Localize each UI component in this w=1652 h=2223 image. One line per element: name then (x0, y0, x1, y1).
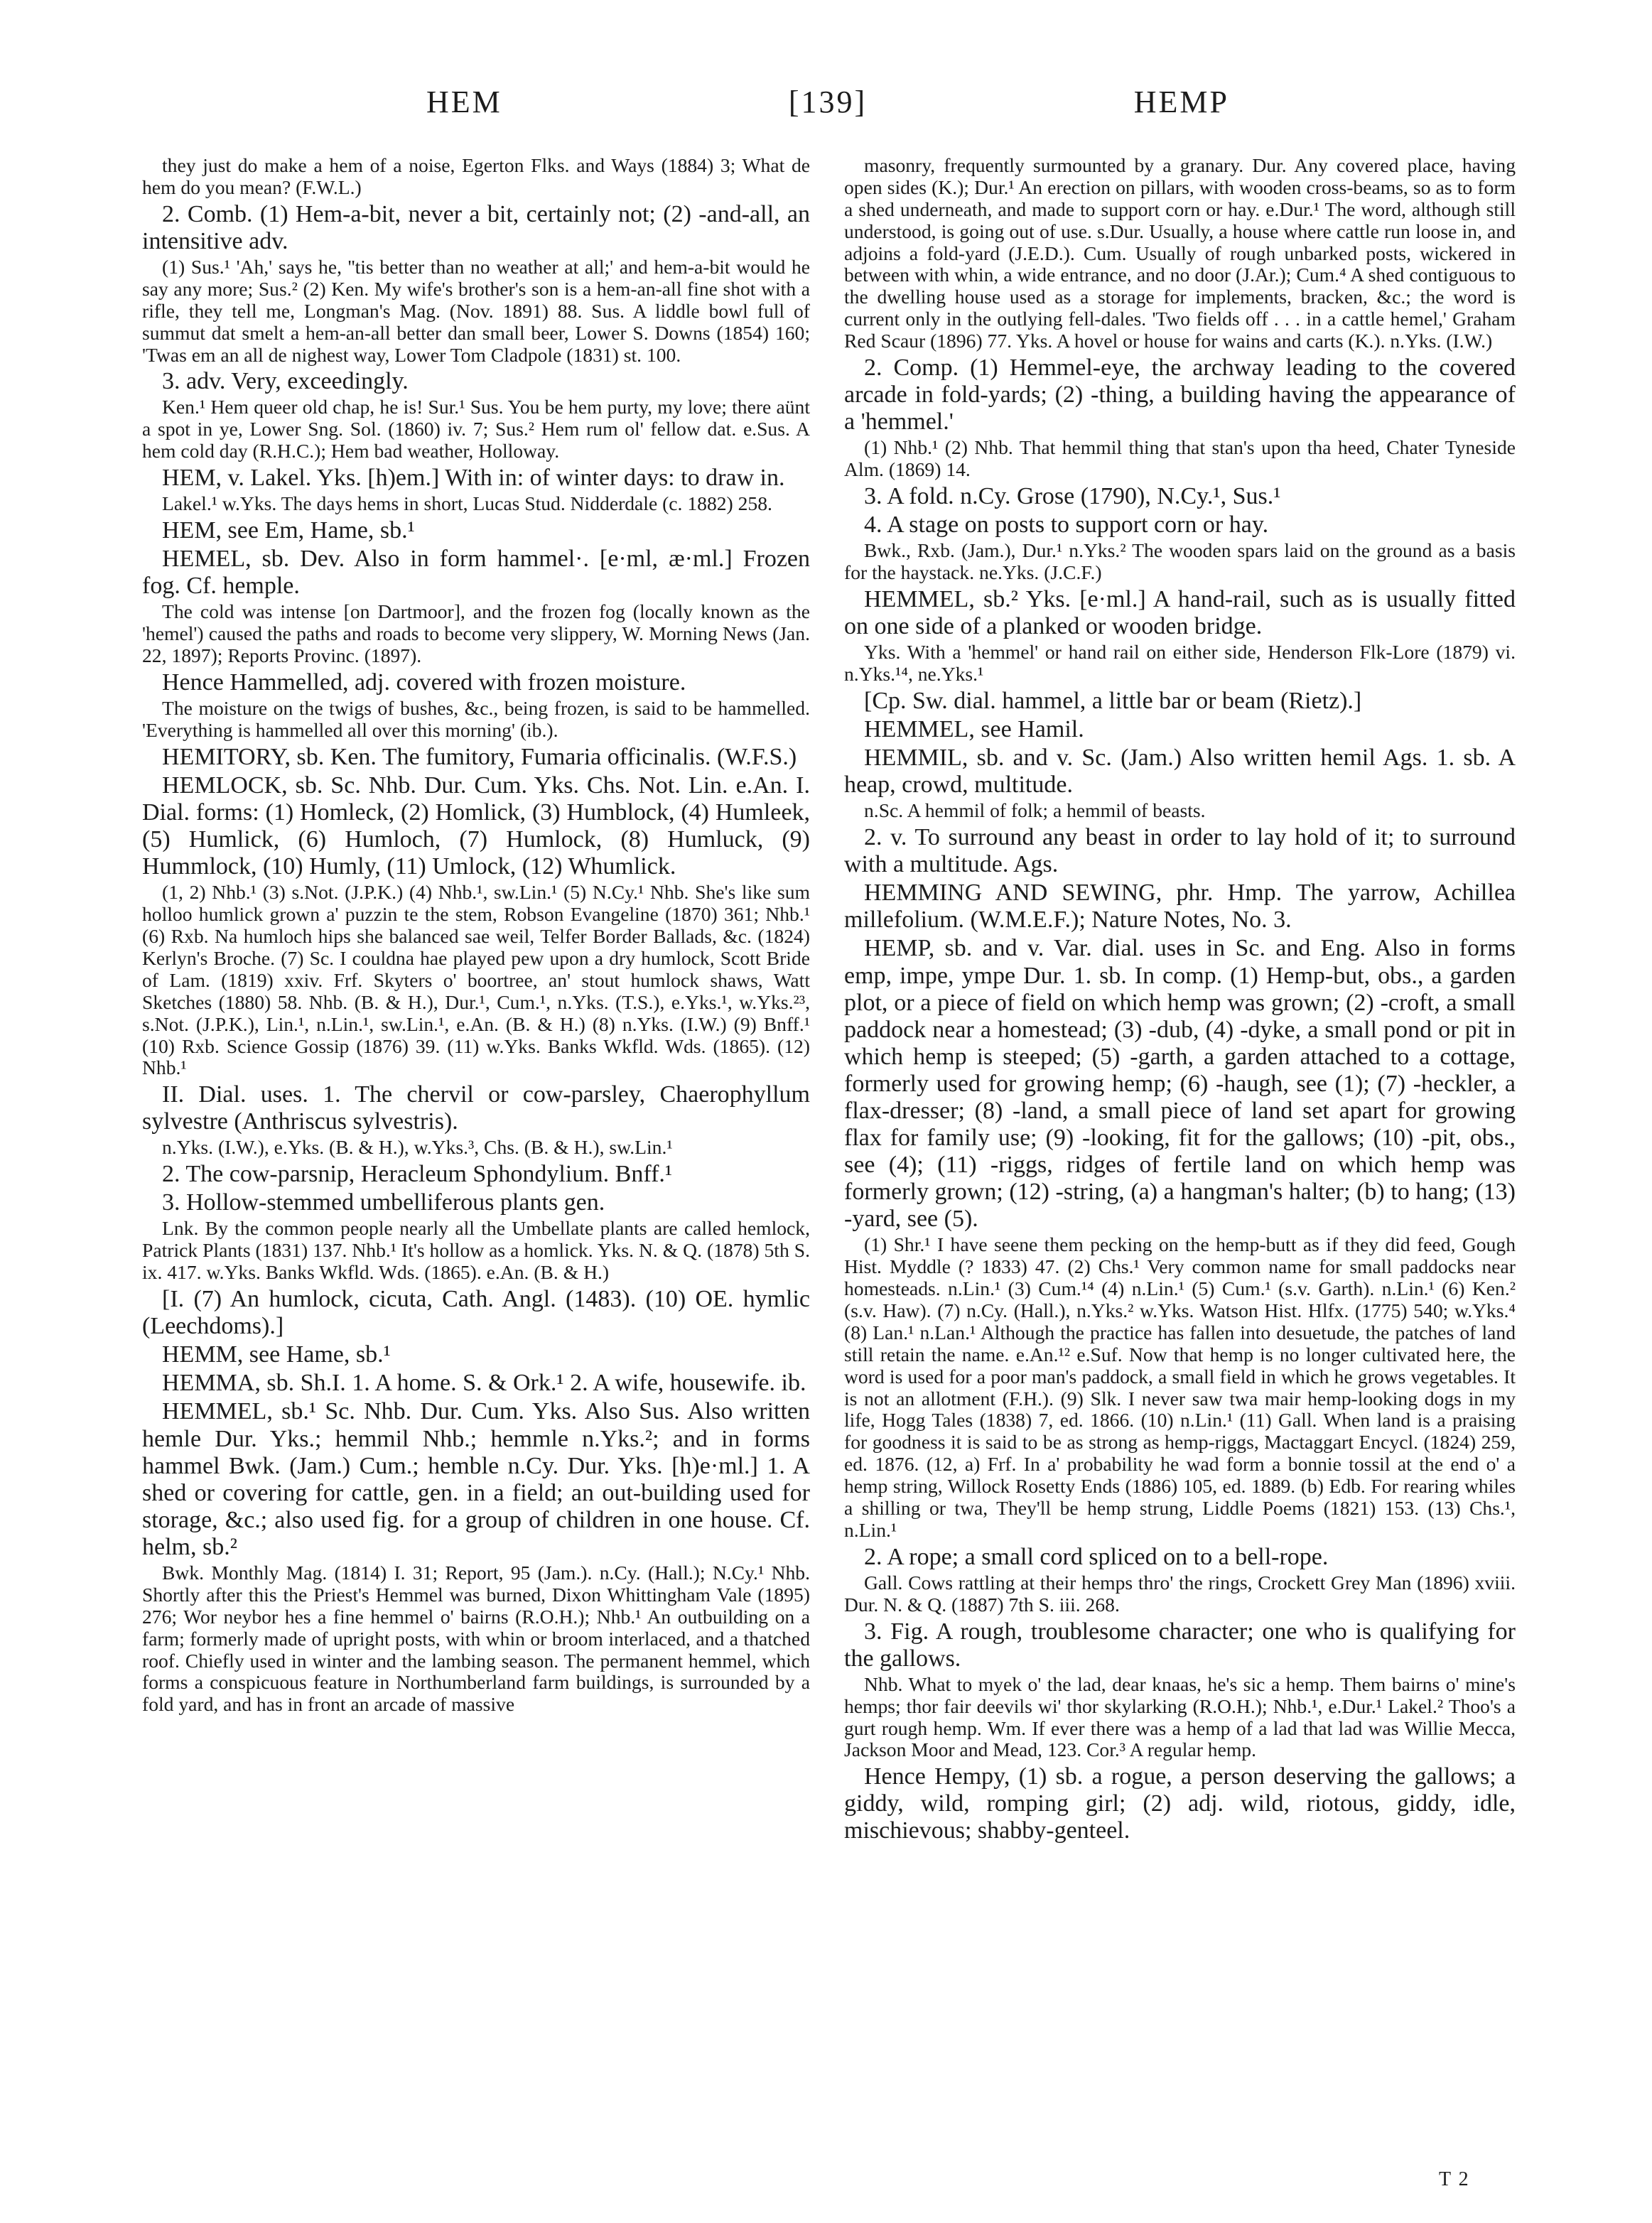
citation-paragraph: masonry, frequently surmounted by a granary. Dur. Any covered place, having open sides (K.); Dur.¹ An erection on pillars, with wooden cross-beams, so as to form a shed underneath, and made to support corn or hay. e.Dur.¹ The word, although still understood, is going out of use. s.Dur. Usually, a house where cattle run loose in, and adjoins a fold-yard (J.E.D.). Cum. Usually of rough unbarked posts, wickered in between with whin, a wide entrance, and no door (J.Ar.); Cum.⁴ A shed contiguous to the dwelling house used as a storage for implements, bracken, &c.; the word is current only in the outlying fell-dales. 'Two fields off . . . in a cattle hemel,' Graham Red Scaur (1896) 77. Yks. A hovel or house for wains and carts (K.). n.Yks. (I.W.) (844, 154, 1516, 352)
right-column (844, 155, 1516, 1846)
entry-paragraph: HEMMEL, sb.¹ Sc. Nhb. Dur. Cum. Yks. Also Sus. Also written hemle Dur. Yks.; hemmil Nhb.; hemmle n.Yks.²; and in forms hammel Bwk. (Jam.) Cum.; hemble n.Cy. Dur. Yks. [h)e·ml.] 1. A shed or covering for cattle, gen. in a field; an out-building used for storage, &c.; also used fig. for a group of children in one house. Cf. helm, sb.² (142, 1398, 810, 1560)
entry-paragraph: HEMMEL, see Hamil. (864, 715, 1084, 742)
entry-paragraph: [Cp. Sw. dial. hammel, a little bar or beam (Rietz).] (864, 687, 1362, 714)
entry-paragraph: 3. Fig. A rough, troublesome character; one who is qualifying for the gallows. (844, 1618, 1516, 1672)
citation-paragraph: Yks. With a 'hemmel' or hand rail on either side, Henderson Flk-Lore (1879) vi. n.Yks.¹⁴, ne.Yks.¹ (844, 641, 1516, 686)
citation-paragraph: (1) Nhb.¹ (2) Nhb. That hemmil thing that stan's upon tha heed, Chater Tyneside Alm. (1869) 14. (844, 436, 1516, 481)
entry-paragraph: HEMP, sb. and v. Var. dial. uses in Sc. and Eng. Also in forms emp, impe, ympe Dur. 1. sb. In comp. (1) Hemp-but, obs., a garden plot, or a piece of field on which hemp was grown; (2) -croft, a small paddock near a homestead; (3) -dub, (4) -dyke, a small pond or pit in which hemp is steeped; (5) -garth, a garden attached to a cottage, formerly used for growing hemp; (6) -haugh, see (1); (7) -heckler, a flax-dresser; (8) -land, a small piece of land set apart for growing flax for family use; (9) -looking, fit for the gallows; (10) -pit, obs., see (4); (11) -riggs, ridges of fertile land on which hemp was formerly grown; (12) -string, (a) a hangman's halter; (b) to hang; (13) -yard, see (5). (844, 935, 1516, 1233)
entry-paragraph: HEMEL, sb. Dev. Also in form hammel·. [e·ml, æ·ml.] Frozen fog. Cf. hemple. (142, 546, 810, 600)
entry-paragraph: [I. (7) An humlock, cicuta, Cath. Angl. (1483). (10) OE. hymlic (Leechdoms).] (142, 1286, 810, 1340)
citation-paragraph: Ken.¹ Hem queer old chap, he is! Sur.¹ Sus. You be hem purty, my love; there aünt a spot in ye, Lower Sng. Sol. (1860) iv. 7; Sus.² Hem rum ol' fellow dat. e.Sus. A hem cold day (R.H.C.); Hem bad weather, Holloway. (142, 396, 810, 463)
entry-paragraph: HEMMEL, sb.² Yks. [e·ml.] A hand-rail, such as is usually fitted on one side of a planked or wooden bridge. (844, 585, 1516, 640)
citation-paragraph: (1, 2) Nhb.¹ (3) s.Not. (J.P.K.) (4) Nhb.¹, sw.Lin.¹ (5) N.Cy.¹ Nhb. She's like sum holloo humlick grown a' puzzin te the stem, Robson Evangeline (1870) 361; Nhb.¹ (6) Rxb. Na humloch hips she balanced sae weil, Telfer Border Ballads, &c. (1824) Kerlyn's Broche. (7) Sc. I couldna hae played pew upon a dry humlock, Scott Bride of Lam. (1819) xxiv. Frf. Skyters o' boortree, an' stout humlock shaws, Watt Sketches (1880) 58. Nhb. (B. & H.), Dur.¹, Cum.¹, n.Yks. (T.S.), e.Yks.¹, w.Yks.²³, s.Not. (J.P.K.), Lin.¹, n.Lin.¹, sw.Lin.¹, e.An. (B. & H.) (8) n.Yks. (I.W.) (9) Bnff.¹ (10) Rxb. Science Gossip (1876) 39. (11) w.Yks. Banks Wkfld. Wds. (1865). (12) Nhb.¹ (142, 881, 810, 1079)
citation-paragraph: The cold was intense [on Dartmoor], and the frozen fog (locally known as the 'hemel') caused the paths and roads to become very slippery, W. Morning News (Jan. 22, 1897); Reports Provinc. (1897). (142, 600, 810, 667)
entry-paragraph: Hence Hammelled, adj. covered with frozen moisture. (162, 669, 686, 696)
page-number: [139] (788, 85, 868, 119)
entry-paragraph: HEM, v. Lakel. Yks. [h)em.] With in: of winter days: to draw in. (162, 465, 785, 492)
citation-paragraph: n.Yks. (I.W.), e.Yks. (B. & H.), w.Yks.³, Chs. (B. & H.), sw.Lin.¹ (162, 1136, 673, 1159)
entry-paragraph: 3. Hollow-stemmed umbelliferous plants gen. (162, 1189, 605, 1216)
header-right-word: HEMP (1133, 85, 1229, 119)
citation-paragraph: Lnk. By the common people nearly all the Umbellate plants are called hemlock, Patrick Plants (1831) 137. Nhb.¹ It's hollow as a homlick. Yks. N. & Q. (1878) 5th S. ix. 417. w.Yks. Banks Wkfld. Wds. (1865). e.An. (B. & H.) (142, 1217, 810, 1284)
running-header (142, 84, 1513, 134)
entry-paragraph: 2. Comp. (1) Hemmel-eye, the archway leading to the covered arcade in fold-yards; (2) -thing, a building having the appearance of a 'hemmel.' (844, 355, 1516, 436)
entry-paragraph: 2. v. To surround any beast in order to lay hold of it; to surround with a multitude. Ags. (844, 824, 1516, 878)
citation-paragraph: Lakel.¹ w.Yks. The days hems in short, Lucas Stud. Nidderdale (c. 1882) 258. (162, 492, 772, 515)
entry-paragraph: HEMLOCK, sb. Sc. Nhb. Dur. Cum. Yks. Chs. Not. Lin. e.An. I. Dial. forms: (1) Homleck, (2) Homlick, (3) Humblock, (4) Humleek, (5) Humlick, (6) Humloch, (7) Humlock, (8) Humluck, (9) Hummlock, (10) Humly, (11) Umlock, (12) Whumlick. (142, 772, 810, 880)
citation-paragraph: they just do make a hem of a noise, Egerton Flks. and Ways (1884) 3; What de hem do you mean? (F.W.L.) (142, 154, 810, 198)
entry-paragraph: 3. adv. Very, exceedingly. (162, 368, 409, 395)
entry-paragraph: 2. Comb. (1) Hem-a-bit, never a bit, certainly not; (2) -and-all, an intensitive adv. (142, 200, 810, 254)
citation-paragraph: Bwk., Rxb. (Jam.), Dur.¹ n.Yks.² The wooden spars laid on the ground as a basis for the haystack. ne.Yks. (J.C.F.) (844, 539, 1516, 584)
signature-mark: T 2 (1439, 2168, 1470, 2190)
entry-paragraph: 3. A fold. n.Cy. Grose (1790), N.Cy.¹, Sus.¹ (864, 483, 1281, 510)
citation-paragraph: (1) Shr.¹ I have seene them pecking on the hemp-butt as if they did feed, Gough Hist. Myddle (? 1833) 47. (2) Chs.¹ Very common name for small paddocks near homesteads. n.Lin.¹ (3) Cum.¹⁴ (4) n.Lin.¹ (5) Cum.¹ (s.v. Garth). n.Lin.¹ (6) Ken.² (s.v. Haw). (7) n.Cy. (Hall.), n.Yks.² w.Yks. Watson Hist. Hlfx. (1775) 540; w.Yks.⁴ (8) Lan.¹ n.Lan.¹ Although the practice has fallen into desuetude, the patches of land still retain the name. e.An.¹² e.Suf. Now that hemp is no longer cultivated here, the word is used for a poor man's paddock, a small field in which he grows vegetables. It is not an allotment (F.H.). (9) Slk. I never saw twa mair hemp-looking dogs in my life, Hogg Tales (1838) 7, ed. 1866. (10) n.Lin.¹ (11) Gall. When land is a praising for goodness it is said to be as strong as hemp-riggs, Mactaggart Encycl. (1824) 259, ed. 1876. (12, a) Frf. In a' probability he wad form a bonnie tossil at the end o' a hemp string, Willock Rosetty Ends (1886) 105, ed. 1889. (b) Edb. For rearing whiles a shilling or twa, They'll be hemp strung, Liddle Poems (1821) 153. (13) Chs.¹, n.Lin.¹ (844, 1233, 1516, 1541)
entry-paragraph: HEMM, see Hame, sb.¹ (162, 1341, 391, 1368)
citation-paragraph: (1) Sus.¹ 'Ah,' says he, ''tis better than no weather at all;' and hem-a-bit would he say any more; Sus.² (2) Ken. My wife's brother's son is a hem-an-all fine shot with a rifle, they tell me, Longman's Mag. (Nov. 1891) 88. Sus. A liddle bowl full of summut dat smelt a hem-an-all better dan small beer, Lower S. Downs (1854) 160; 'Twas em an all de nighest way, Lower Tom Cladpole (1831) st. 100. (142, 255, 810, 366)
entry-paragraph: 2. The cow-parsnip, Heracleum Sphondylium. Bnff.¹ (162, 1161, 673, 1188)
entry-paragraph: HEMMING AND SEWING, phr. Hmp. The yarrow, Achillea millefolium. (W.M.E.F.); Nature Notes, No. 3. (844, 880, 1516, 934)
left-column (142, 155, 810, 1718)
header-left-word: HEM (426, 85, 502, 119)
entry-paragraph: II. Dial. uses. 1. The chervil or cow-parsley, Chaerophyllum sylvestre (Anthriscus sylvestris). (142, 1081, 810, 1135)
entry-paragraph: HEMMIL, sb. and v. Sc. (Jam.) Also written hemil Ags. 1. sb. A heap, crowd, multitude. (844, 745, 1516, 799)
entry-paragraph: HEMITORY, sb. Ken. The fumitory, Fumaria officinalis. (W.F.S.) (162, 743, 797, 770)
entry-paragraph: 2. A rope; a small cord spliced on to a bell-rope. (864, 1543, 1329, 1570)
entry-paragraph: HEMMA, sb. Sh.I. 1. A home. S. & Ork.¹ 2. A wife, housewife. ib. (162, 1370, 806, 1397)
citation-paragraph: Nhb. What to myek o' the lad, dear knaas, he's sic a hemp. Them bairns o' mine's hemps; thor fair deevils wi' thor skylarking (R.O.H.); Nhb.¹, e.Dur.¹ Lakel.² Thoo's a gurt rough hemp. Wm. If ever there was a hemp of a lad that lad was Willie Mecca, Jackson Moor and Mead, 123. Cor.³ A regular hemp. (844, 1672, 1516, 1761)
entry-paragraph: HEM, see Em, Hame, sb.¹ (162, 517, 415, 544)
entry-paragraph: 4. A stage on posts to support corn or hay. (864, 512, 1269, 539)
citation-paragraph: n.Sc. A hemmil of folk; a hemmil of beasts. (864, 799, 1206, 822)
citation-paragraph: Gall. Cows rattling at their hemps thro' the rings, Crockett Grey Man (1896) xviii. Dur. N. & Q. (1887) 7th S. iii. 268. (844, 1571, 1516, 1616)
entry-paragraph: Hence Hempy, (1) sb. a rogue, a person deserving the gallows; a giddy, wild, romping girl; (2) adj. wild, riotous, giddy, idle, mischievous; shabby-genteel. (844, 1763, 1516, 1844)
citation-paragraph: Bwk. Monthly Mag. (1814) I. 31; Report, 95 (Jam.). n.Cy. (Hall.); N.Cy.¹ Nhb. Shortly after this the Priest's Hemmel was burned, Dixon Whittingham Vale (1895) 276; Wor neybor hes a fine hemmel o' bairns (R.O.H.); Nhb.¹ An outbuilding on a farm; formerly made of upright posts, with whin or broom interlaced, and a thatched roof. Chiefly used in winter and the lambing season. The permanent hemmel, which forms a conspicuous feature in Northumberland farm buildings, is surrounded by a fold yard, and has in front an arcade of massive (142, 1561, 810, 1716)
citation-paragraph: The moisture on the twigs of bushes, &c., being frozen, is said to be hammelled. 'Everything is hammelled all over this morning' (ib.). (142, 697, 810, 741)
